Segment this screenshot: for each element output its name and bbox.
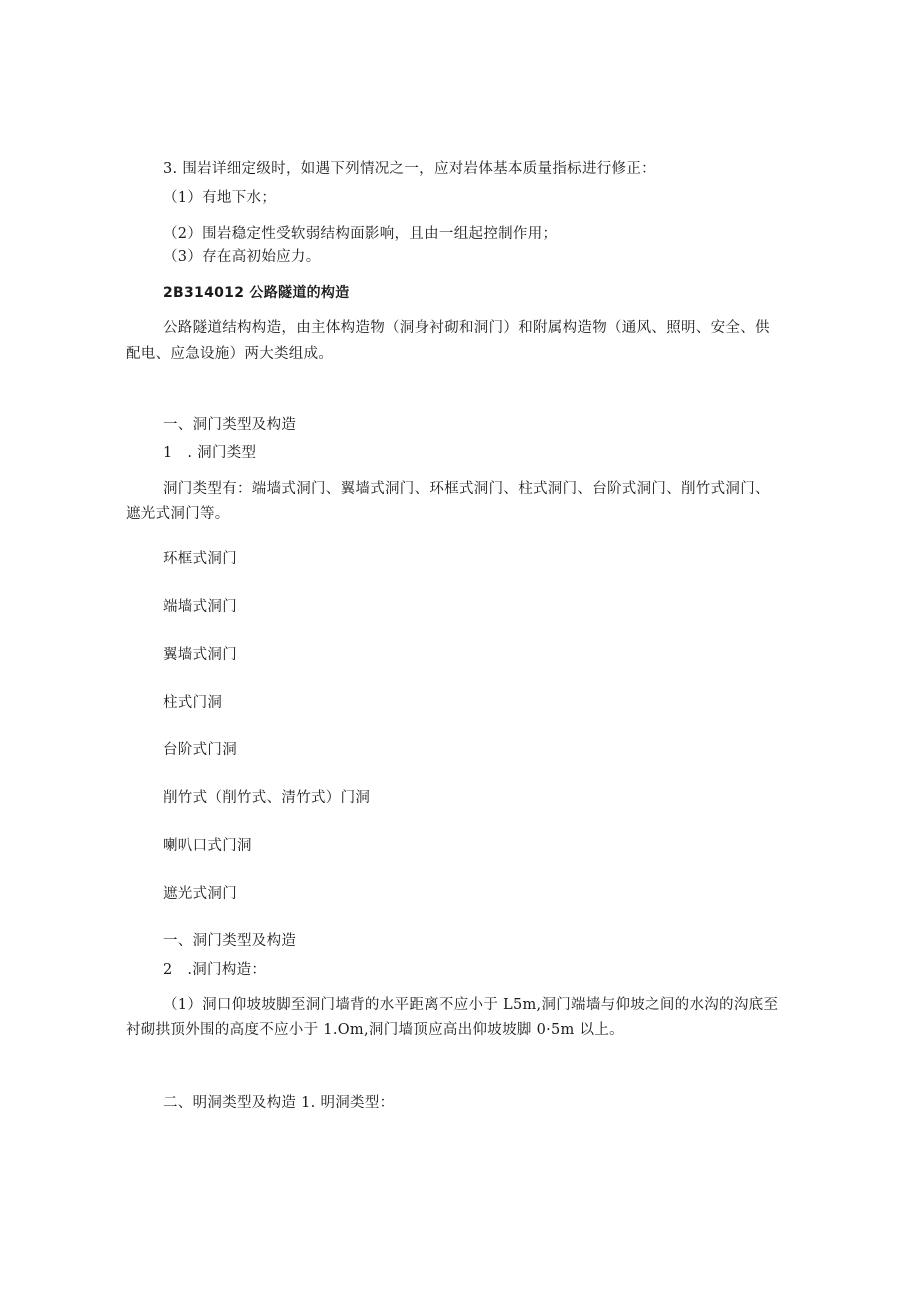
portal-type-item: 遮光式洞门 [163,886,237,902]
overview-line-1: 公路隧道结构构造，由主体构造物（洞身衬砌和洞门）和附属构造物（通风、照明、安全、供 [163,320,770,336]
portal-structure-item-1-line-2: 衬砌拱顶外围的高度不应小于 1.Om,洞门墙顶应高出仰坡坡脚 0·5m 以上。 [126,1022,624,1038]
portal-type-item: 削竹式（削竹式、清竹式）门洞 [163,790,371,806]
portal-type-item: 喇叭口式门洞 [163,838,252,854]
portal-type-item: 翼墙式洞门 [163,647,237,663]
portal-types-title: 一、洞门类型及构造 [163,417,297,433]
portal-type-item: 台阶式门洞 [163,742,237,758]
section-heading: 2B314012 公路隧道的构造 [163,285,350,301]
section3-intro: 3. 围岩详细定级时，如遇下列情况之一，应对岩体基本质量指标进行修正： [163,161,656,177]
portal-types-desc-line-1: 洞门类型有：端墙式洞门、翼墙式洞门、环框式洞门、柱式洞门、台阶式洞门、削竹式洞门、 [163,481,770,497]
portal-structure-item-1-line-1: （1）洞口仰坡坡脚至洞门墙背的水平距离不应小于 L5m,洞门端墙与仰坡之间的水沟的沟底至 [163,997,779,1013]
portal-structure-subtitle: 2 .洞门构造： [163,962,267,978]
portal-types-subtitle: 1 . 洞门类型 [163,445,257,461]
portal-types-desc-line-2: 遮光式洞门等。 [126,506,230,522]
portal-structure-title: 一、洞门类型及构造 [163,933,297,949]
section3-item-1: （1）有地下水； [163,190,277,206]
overview-line-2: 配电、应急设施）两大类组成。 [126,346,334,362]
section3-item-3: （3）存在高初始应力。 [163,249,321,265]
portal-type-item: 柱式门洞 [163,695,223,711]
portal-type-item: 环框式洞门 [163,551,237,567]
portal-type-item: 端墙式洞门 [163,599,237,615]
section3-item-2: （2）围岩稳定性受软弱结构面影响，且由一组起控制作用； [163,226,558,242]
open-cut-title: 二、明洞类型及构造 1. 明洞类型： [163,1095,395,1111]
